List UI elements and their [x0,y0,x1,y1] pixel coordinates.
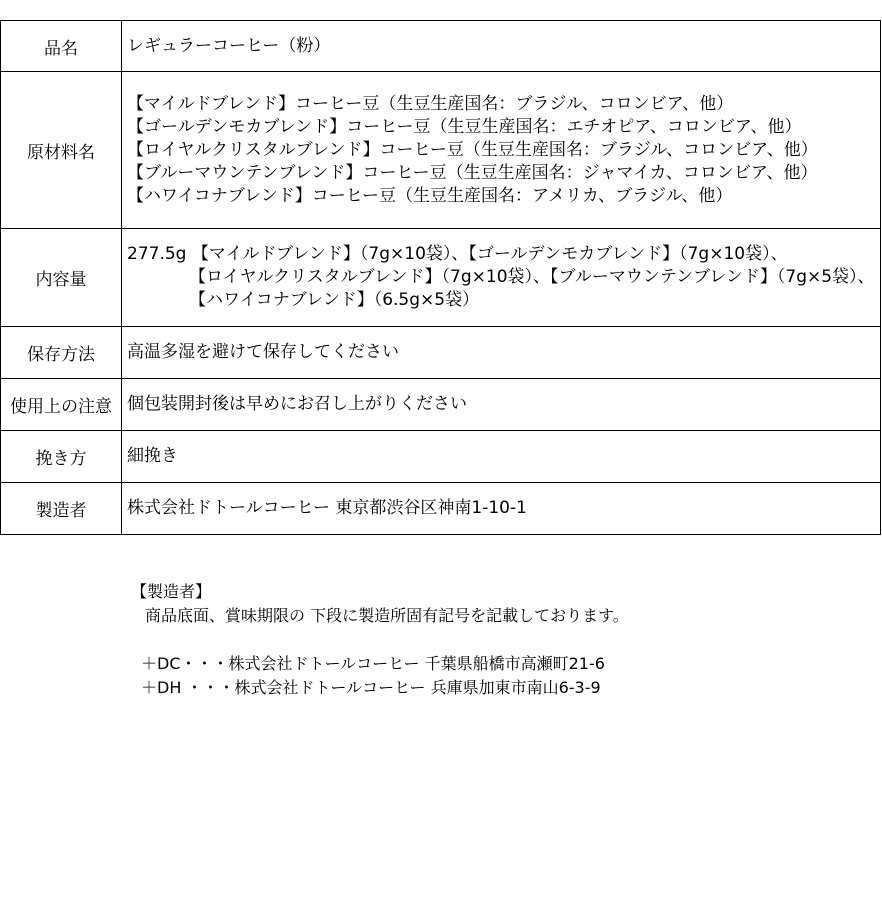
spec-value-line: 高温多湿を避けて保存してください [127,342,399,362]
spec-value-line: 細挽き [127,446,178,466]
spec-label: 原材料名 [1,72,122,229]
spec-value [122,483,881,535]
spec-value-line: 【ゴールデンモカブレンド】コーヒー豆（生豆生産国名：エチオピア、コロンビア、他） [127,116,802,137]
spec-value [122,431,881,483]
spec-value [122,229,881,327]
spec-value [122,327,881,379]
spec-value [122,379,881,431]
product-spec-table [0,20,881,535]
spec-row-caution [1,379,881,431]
spec-value-line: 株式会社ドトールコーヒー 東京都渋谷区神南1-10-1 [127,498,527,518]
spec-value-line: 【ハワイコナブレンド】（6.5g×5袋） [189,290,480,310]
notes-spacer [131,628,629,652]
spec-row-grind [1,431,881,483]
spec-row-contents [1,229,881,327]
notes-heading: 【製造者】 [131,582,212,601]
spec-label: 挽き方 [1,431,122,483]
spec-label: 使用上の注意 [1,379,122,431]
spec-label: 保存方法 [1,327,122,379]
manufacturer-notes [131,580,629,700]
spec-label: 内容量 [1,229,122,327]
spec-value-line: 【ロイヤルクリスタルブレンド】（7g×10袋）、【ブルーマウンテンブレンド】（7g×5袋）、 [189,267,875,287]
spec-label: 製造者 [1,483,122,535]
spec-value [122,72,881,229]
spec-value-line: 【マイルドブレンド】コーヒー豆（生豆生産国名：ブラジル、コロンビア、他） [127,93,734,114]
spec-row-ingredients [1,72,881,229]
spec-value-line: レギュラーコーヒー（粉） [127,35,331,56]
spec-label: 品名 [1,21,122,72]
spec-value-line: 個包装開封後は早めにお召し上がりください [127,394,467,414]
spec-row-manufacturer [1,483,881,535]
notes-description: 商品底面、賞味期限の 下段に製造所固有記号を記載しております。 [145,606,629,625]
spec-row-product-name [1,21,881,72]
notes-entry: ＋DC・・・株式会社ドトールコーヒー 千葉県船橋市高瀬町21-6 [141,654,605,673]
spec-value-line: 277.5g 【マイルドブレンド】（7g×10袋）、【ゴールデンモカブレンド】（7g×10袋）、 [127,244,788,264]
spec-value-line: 【ブルーマウンテンブレンド】コーヒー豆（生豆生産国名：ジャマイカ、コロンビア、他） [127,162,818,183]
spec-row-storage [1,327,881,379]
notes-entry: ＋DH ・・・株式会社ドトールコーヒー 兵庫県加東市南山6-3-9 [141,678,601,697]
spec-value-line: 【ロイヤルクリスタルブレンド】コーヒー豆（生豆生産国名：ブラジル、コロンビア、他） [127,139,818,160]
spec-value-line: 【ハワイコナブレンド】コーヒー豆（生豆生産国名：アメリカ、ブラジル、他） [127,185,733,206]
spec-value [122,21,881,72]
